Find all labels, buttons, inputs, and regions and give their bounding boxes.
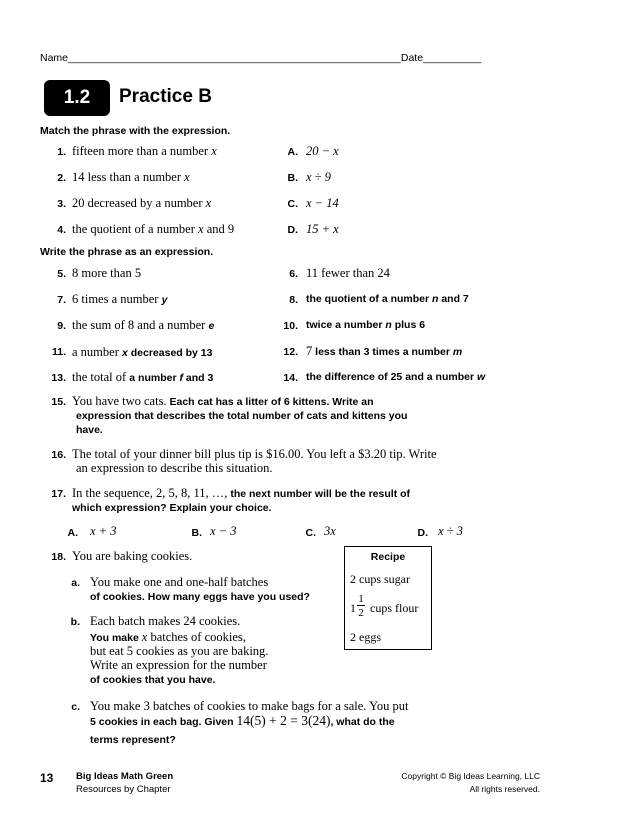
item-number: 17. [51,488,66,500]
phrase-6: 11 fewer than 24 [306,266,390,280]
item-number: 15. [51,396,66,408]
choice-expression-c: x − 14 [306,196,339,210]
phrase-7: 6 times a number y [72,292,168,306]
item-number: 11. [51,346,66,358]
phrase-14: the difference of 25 and a number w [306,371,486,383]
lesson-number: 1.2 [63,87,91,108]
item-number: 3. [57,198,66,210]
recipe-title: Recipe [370,551,406,563]
part-label: b. [70,616,80,628]
section2-instruction: Write the phrase as an expression. [40,246,214,258]
q18c-line1: You make 3 batches of cookies to make bags for a sale. You put [90,699,409,713]
q18b-line2: You make x batches of cookies, [90,630,246,644]
name-date-line [40,52,481,64]
q18b-line3: but eat 5 cookies as you are baking. [90,644,269,658]
q18c-line3: terms represent? [90,734,176,746]
q18a-line1: You make one and one-half batches [90,575,269,589]
item-number: 7. [57,294,66,306]
phrase-10: twice a number n plus 6 [306,319,426,331]
q18a-line2: of cookies. How many eggs have you used? [90,591,310,603]
date-field[interactable]: __________ [423,52,482,64]
name-field[interactable]: _________________________________________________________ [68,52,401,64]
item-number: 2. [57,172,66,184]
item-number: 6. [289,268,298,280]
match-phrase-3: 20 decreased by a number x [72,196,212,210]
page-number: 13 [40,771,54,785]
item-number: 16. [51,449,66,461]
book-subtitle: Resources by Chapter [76,784,171,795]
q17-line1: In the sequence, 2, 5, 8, 11, …, the next number will be the result of [72,486,411,500]
date-label: Date [400,52,424,64]
q17-line2: which expression? Explain your choice. [72,502,272,514]
item-number: 5. [57,268,66,280]
recipe-sugar: 2 cups sugar [350,572,410,586]
q16-line2: an expression to describe this situation. [76,461,273,475]
match-phrase-4: the quotient of a number x and 9 [72,222,235,236]
item-number: 12. [283,346,298,358]
phrase-5: 8 more than 5 [72,266,142,280]
q18-intro: You are baking cookies. [72,549,193,563]
option-b-expression: x − 3 [210,524,237,538]
name-label: Name [40,52,69,64]
part-label: a. [71,577,80,589]
item-number: 14. [283,372,298,384]
book-title: Big Ideas Math Green [76,771,174,782]
option-letter: A. [67,527,78,539]
phrase-8: the quotient of a number n and 7 [306,293,469,305]
item-number: 18. [51,551,66,563]
item-number: 4. [57,224,66,236]
q15-line3: have. [76,424,103,436]
choice-letter: C. [287,198,298,210]
q16-line1: The total of your dinner bill plus tip is $16.00. You left a $3.20 tip. Write [72,447,437,461]
option-letter: B. [191,527,202,539]
phrase-11: a number x decreased by 13 [72,345,213,359]
q15-line1: You have two cats. Each cat has a litter of 6 kittens. Write an [72,394,374,408]
lesson-badge [44,80,110,116]
q18b-line1: Each batch makes 24 cookies. [90,614,241,628]
option-d-expression: x ÷ 3 [438,524,463,538]
copyright: Copyright © Big Ideas Learning, LLC [401,771,540,781]
choice-expression-a: 20 − x [306,144,339,158]
option-a-expression: x + 3 [90,524,117,538]
rights: All rights reserved. [469,784,540,794]
q18b-line5: of cookies that you have. [90,674,216,686]
q18b-line4: Write an expression for the number [90,658,267,672]
match-phrase-1: fifteen more than a number x [72,144,217,158]
choice-letter: B. [287,172,298,184]
item-number: 8. [289,294,298,306]
section1-instruction: Match the phrase with the expression. [40,125,231,137]
recipe-box: Recipe 2 cups sugar 1 1 2 cups flour 2 eggs [344,546,432,650]
item-number: 9. [57,320,66,332]
item-number: 13. [51,372,66,384]
choice-expression-d: 15 + x [306,222,339,236]
option-letter: D. [417,527,428,539]
choice-expression-b: x ÷ 9 [306,170,331,184]
choice-letter: D. [287,224,298,236]
option-c-expression: 3x [324,524,336,538]
phrase-9: the sum of 8 and a number e [72,318,215,332]
q15-line2: expression that describes the total number of cats and kittens you [76,410,408,422]
item-number: 1. [57,146,66,158]
match-phrase-2: 14 less than a number x [72,170,190,184]
q18c-line2: 5 cookies in each bag. Given 14(5) + 2 = 3(24), what do the [90,713,395,728]
phrase-13: the total of a number f and 3 [72,370,214,384]
phrase-12: 7 less than 3 times a number m [306,344,463,358]
recipe-eggs: 2 eggs [350,630,381,644]
part-label: c. [71,701,80,713]
item-number: 10. [283,320,298,332]
page-title: Practice B [119,86,212,107]
option-letter: C. [305,527,316,539]
choice-letter: A. [287,146,298,158]
